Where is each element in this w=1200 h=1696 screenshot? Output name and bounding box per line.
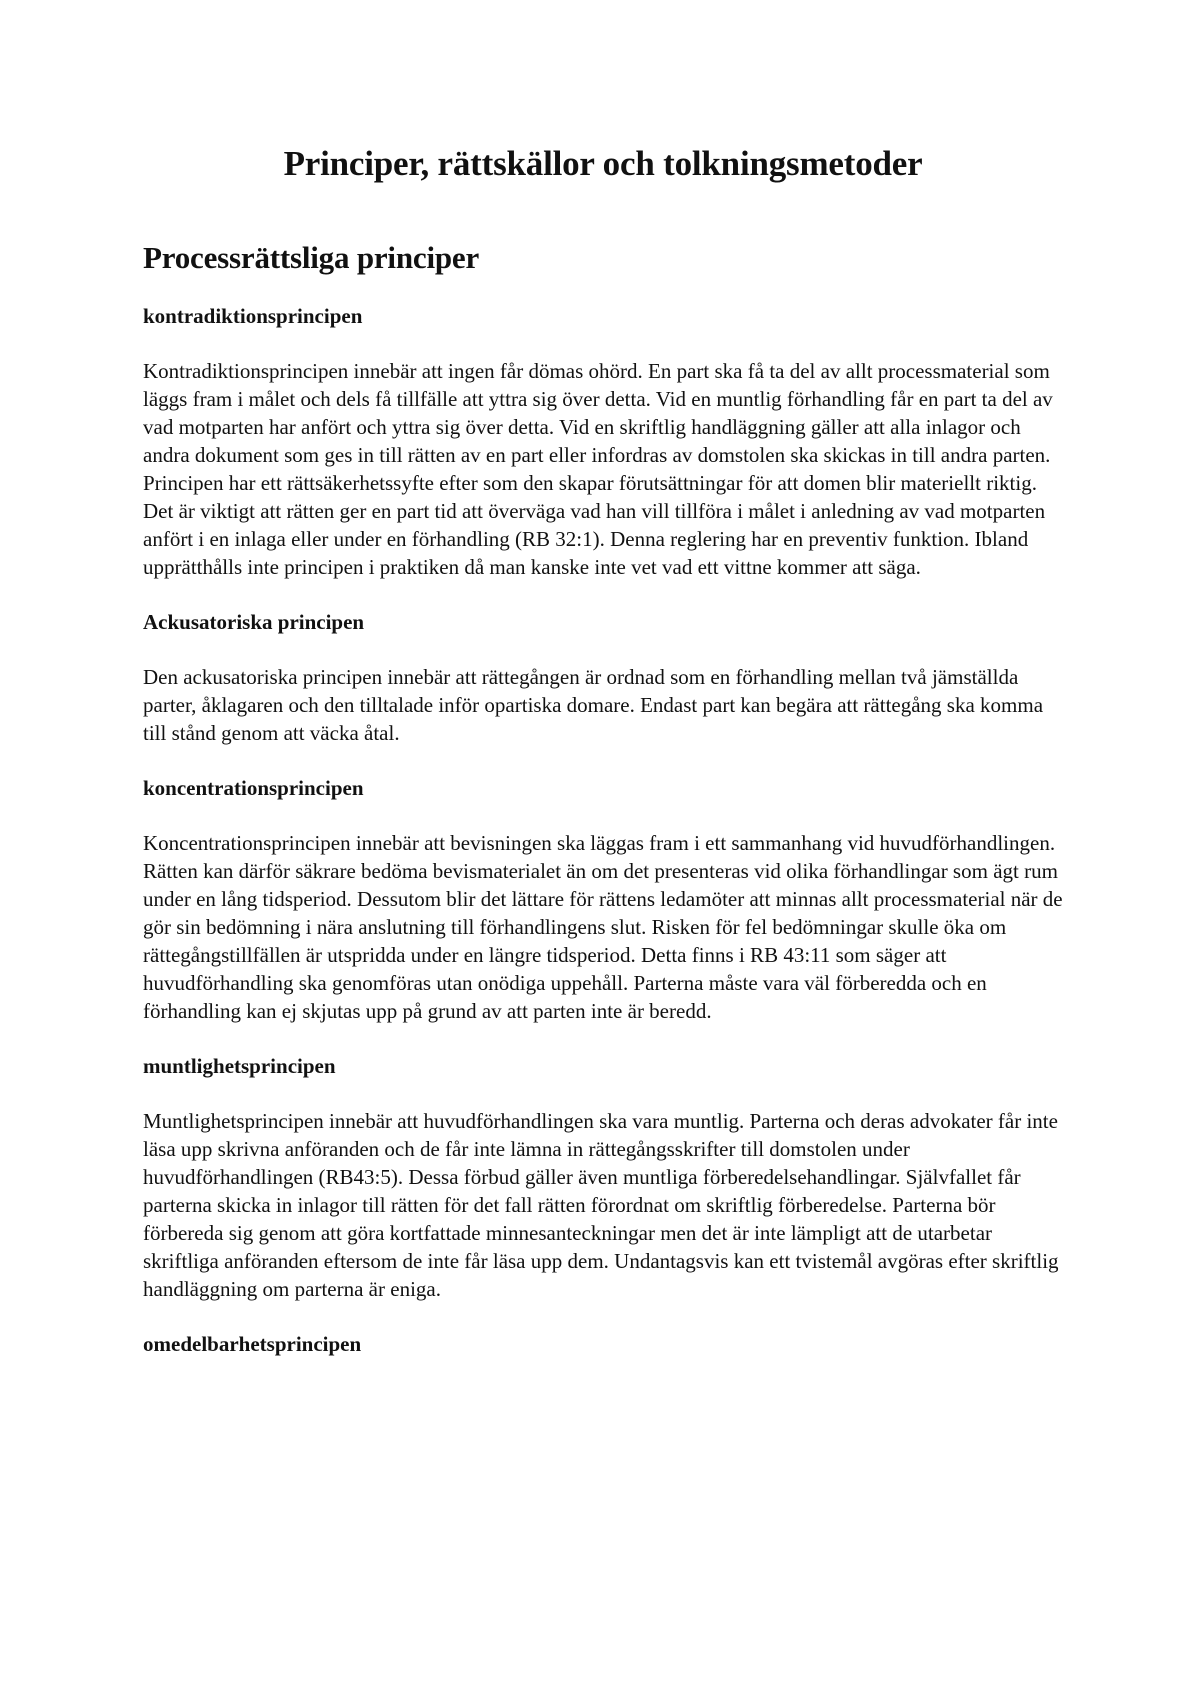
principle-muntlighet	[143, 1052, 1063, 1303]
principle-kontradiktion	[143, 302, 1063, 581]
document-title: Principer, rättskällor och tolkningsmetoder	[283, 144, 923, 183]
document-content	[143, 140, 1063, 1358]
principle-heading: muntlighetsprincipen	[143, 1054, 336, 1078]
principle-text: Muntlighetsprincipen innebär att huvudförhandlingen ska vara muntlig. Parterna och deras advokater får inte läsa upp skrivna anföranden och de får inte lämna in rättegångsskrifter till domstolen under huvudförhandlingen (RB43:5). Dessa förbud gäller även muntliga förberedelsehandlingar. Självfallet får parterna skicka in inlagor till rätten för det fall rätten förordnat om skriftlig förberedelse. Parterna bör förbereda sig genom att göra kortfattade minnesanteckningar men det är inte lämpligt att de utarbetar skriftliga anföranden eftersom de inte får läsa upp dem. Undantagsvis kan ett tvistemål avgöras efter skriftlig handläggning om parterna är eniga.	[143, 1109, 1059, 1301]
principle-ackusatoriska	[143, 608, 1063, 747]
principle-heading: omedelbarhetsprincipen	[143, 1332, 362, 1356]
principle-text: Kontradiktionsprincipen innebär att ingen får dömas ohörd. En part ska få ta del av allt processmaterial som läggs fram i målet och dels få tillfälle att yttra sig över detta. Vid en muntlig förhandling får en part ta del av vad motparten har anfört och yttra sig över detta. Vid en skriftlig handläggning gäller att alla inlagor och andra dokument som ges in till rätten av en part eller infordras av domstolen ska skickas in till andra parten. Principen har ett rättsäkerhetssyfte efter som den skapar förutsättningar för att domen blir materiellt riktig. Det är viktigt att rätten ger en part tid att överväga vad han vill tillföra i målet i anledning av vad motparten anfört i en inlaga eller under en förhandling (RB 32:1). Denna reglering har en preventiv funktion. Ibland upprätthålls inte principen i praktiken då man kanske inte vet vad ett vittne kommer att säga.	[143, 359, 1053, 579]
principle-omedelbarhet	[143, 1330, 1063, 1358]
principle-text: Den ackusatoriska principen innebär att rättegången är ordnad som en förhandling mellan två jämställda parter, åklagaren och den tilltalade inför opartiska domare. Endast part kan begära att rättegång ska komma till stånd genom att väcka åtal.	[143, 665, 1044, 745]
principle-heading: Ackusatoriska principen	[143, 610, 365, 634]
principle-heading: kontradiktionsprincipen	[143, 304, 363, 328]
principle-heading: koncentrationsprincipen	[143, 776, 364, 800]
section-title: Processrättsliga principer	[143, 240, 480, 275]
principle-koncentration	[143, 774, 1063, 1025]
principle-text: Koncentrationsprincipen innebär att bevisningen ska läggas fram i ett sammanhang vid huvudförhandlingen. Rätten kan därför säkrare bedöma bevismaterialet än om det presenteras vid olika förhandlingar som ägt rum under en lång tidsperiod. Dessutom blir det lättare för rättens ledamöter att minnas allt processmaterial när de gör sin bedömning i nära anslutning till förhandlingens slut. Risken för fel bedömningar skulle öka om rättegångstillfällen är utspridda under en längre tidsperiod. Detta finns i RB 43:11 som säger att huvudförhandling ska genomföras utan onödiga uppehåll. Parterna måste vara väl förberedda och en förhandling kan ej skjutas upp på grund av att parten inte är beredd.	[143, 831, 1063, 1023]
